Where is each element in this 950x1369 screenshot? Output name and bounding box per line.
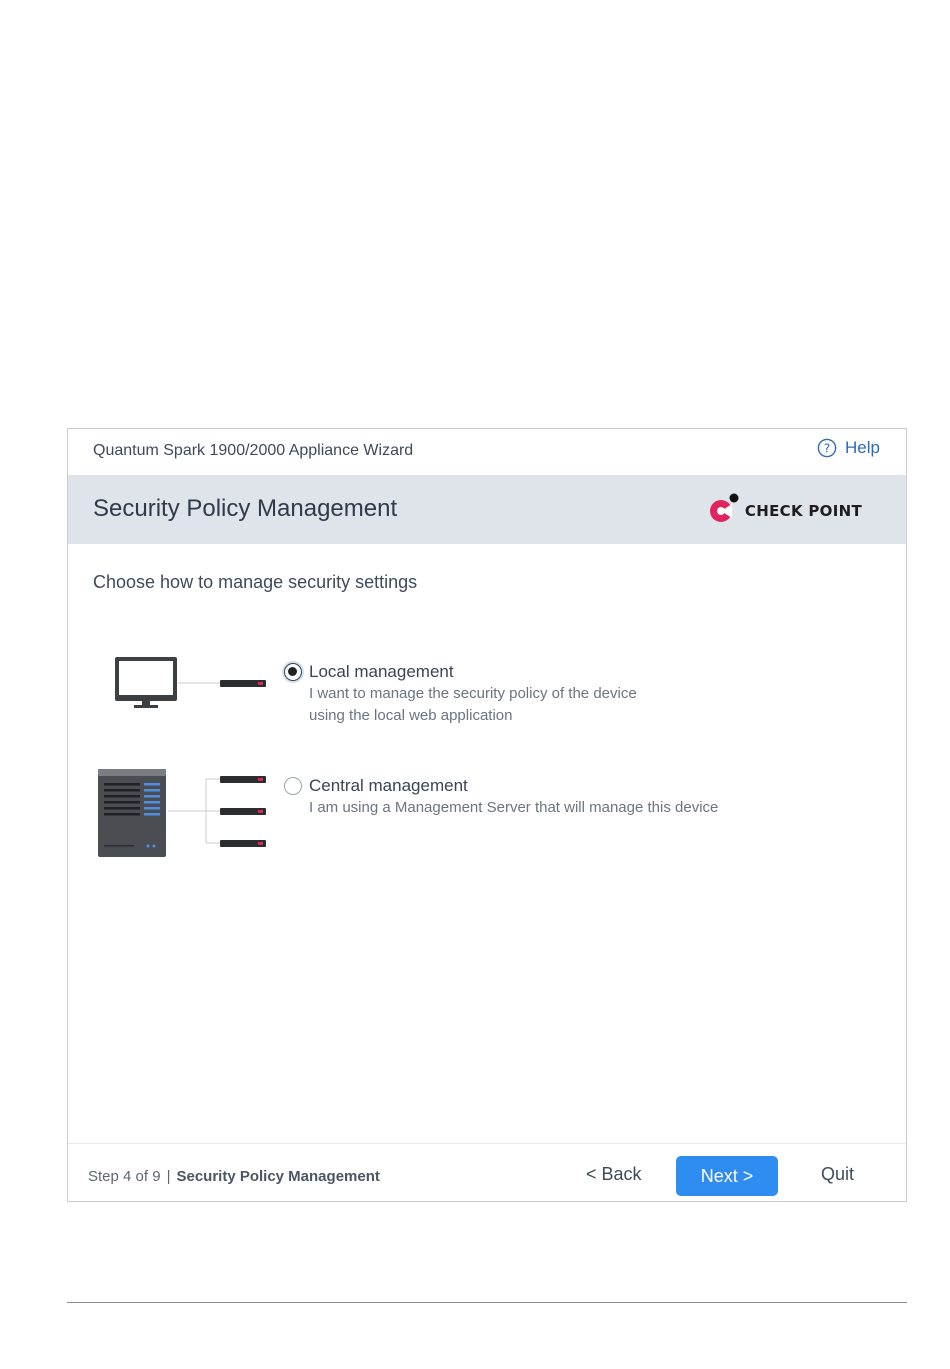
appliance-icon: [220, 680, 266, 687]
option-description: I am using a Management Server that will manage this device: [309, 799, 719, 816]
local-management-option[interactable]: [284, 661, 637, 727]
option-description: using the local web application: [309, 707, 513, 724]
option-description: I want to manage the security policy of the device: [309, 685, 637, 702]
step-name: Security Policy Management: [176, 1168, 380, 1185]
page-title: Security Policy Management: [93, 495, 398, 522]
check-point-logo: [707, 492, 862, 524]
step-count: Step 4 of 9: [88, 1168, 161, 1185]
central-management-illustration: [96, 767, 272, 859]
question-circle-icon: [817, 438, 837, 458]
page-divider: [67, 1302, 907, 1303]
central-management-option[interactable]: [284, 775, 718, 819]
logo-text: CHECK POINT: [744, 502, 862, 520]
footer-divider: [68, 1143, 906, 1144]
step-separator: |: [166, 1168, 171, 1185]
back-button[interactable]: < Back: [586, 1164, 642, 1184]
help-link[interactable]: [817, 438, 880, 458]
local-management-radio[interactable]: [284, 663, 302, 681]
app-title: Quantum Spark 1900/2000 Appliance Wizard: [93, 442, 414, 459]
next-button[interactable]: Next >: [676, 1156, 778, 1196]
step-indicator: [88, 1168, 380, 1185]
local-management-illustration: [112, 654, 272, 710]
help-label: Help: [845, 438, 880, 457]
option-title: Central management: [309, 776, 468, 795]
wizard-dialog: [67, 428, 907, 1202]
quit-button[interactable]: Quit: [821, 1164, 855, 1184]
server-tower-icon: [98, 769, 166, 857]
monitor-icon: [115, 657, 177, 708]
page-header: [68, 475, 906, 544]
check-point-logo-mark: [707, 492, 741, 524]
svg-text:?: ?: [823, 441, 831, 456]
option-title: Local management: [309, 662, 454, 681]
instruction-text: Choose how to manage security settings: [93, 572, 418, 592]
appliance-icon: [220, 776, 266, 847]
title-bar: [68, 429, 906, 475]
central-management-radio[interactable]: [284, 777, 302, 795]
